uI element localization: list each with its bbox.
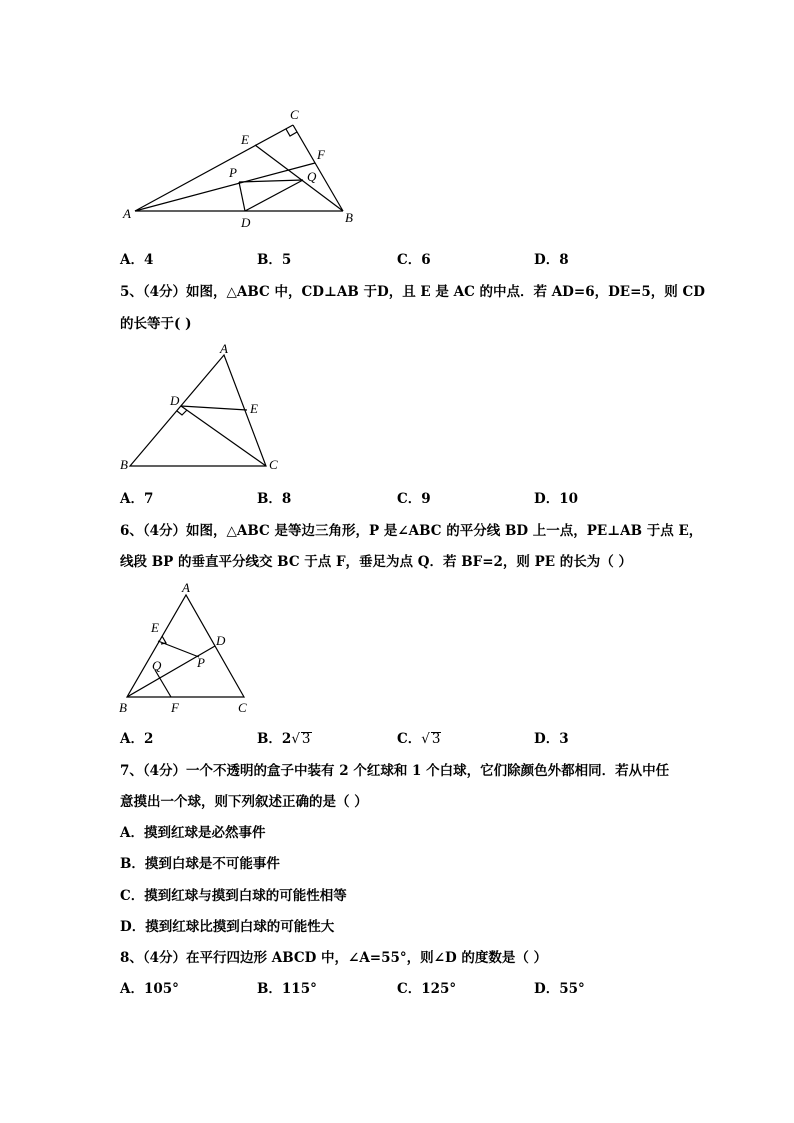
label-D: D: [241, 215, 251, 230]
label-D: D: [216, 633, 226, 648]
q8-stem-line1: 8、（4分）在平行四边形 ABCD 中，∠A=55°，则∠D 的度数是（ ）: [120, 950, 548, 966]
q7-stem-line1: 7、（4分）一个不透明的盒子中装有 2 个红球和 1 个白球，它们除颜色外都相同．若从中任: [120, 763, 670, 779]
q4-option-b[interactable]: B．5: [257, 252, 292, 268]
q8-option-a[interactable]: A．105°: [120, 981, 179, 997]
label-A: A: [220, 341, 228, 356]
label-B: B: [120, 457, 128, 472]
label-E: E: [151, 620, 159, 635]
radical-icon: √: [291, 731, 300, 747]
figure-q6: [115, 578, 265, 718]
label-Q: Q: [307, 169, 317, 184]
label-B: B: [119, 700, 127, 715]
q4-option-a[interactable]: A．4: [120, 252, 154, 268]
q6-option-b-radicand: 3: [301, 731, 311, 747]
q6-option-d[interactable]: D．3: [534, 731, 569, 747]
q5-option-b[interactable]: B．8: [257, 491, 292, 507]
label-P: P: [229, 165, 237, 180]
q5-option-a[interactable]: A．7: [120, 491, 154, 507]
q5-stem-line1: 5、（4分）如图，△ABC 中，CD⊥AB 于D，且 E 是 AC 的中点．若 AD=6，DE=5，则 CD: [120, 284, 705, 300]
figure-q5: [115, 340, 295, 475]
q7-choice-b[interactable]: B．摸到白球是不可能事件: [120, 856, 280, 872]
label-F: F: [317, 147, 325, 162]
label-D: D: [170, 393, 180, 408]
label-F: F: [171, 700, 179, 715]
label-C: C: [238, 700, 247, 715]
label-E: E: [250, 401, 258, 416]
q5-option-c[interactable]: C．9: [397, 491, 431, 507]
label-B: B: [345, 210, 353, 225]
label-C: C: [269, 457, 278, 472]
label-C: C: [290, 107, 299, 122]
q5-option-d[interactable]: D．10: [534, 491, 578, 507]
q7-choice-c[interactable]: C．摸到红球与摸到白球的可能性相等: [120, 888, 347, 904]
q8-option-d[interactable]: D．55°: [534, 981, 585, 997]
q7-choice-d[interactable]: D．摸到红球比摸到白球的可能性大: [120, 919, 335, 935]
label-Q: Q: [152, 658, 162, 673]
q7-choice-a[interactable]: A．摸到红球是必然事件: [120, 825, 266, 841]
label-E: E: [241, 132, 249, 147]
q5-stem-line2: 的长等于( ): [120, 316, 192, 332]
q6-option-c-radicand: 3: [431, 731, 441, 747]
q6-option-c[interactable]: [397, 727, 441, 747]
q7-stem-line2: 意摸出一个球，则下列叙述正确的是（ ）: [120, 794, 368, 810]
q6-option-b-prefix: B．2: [257, 731, 292, 747]
q8-option-b[interactable]: B．115°: [257, 981, 317, 997]
q6-option-c-prefix: C．: [397, 731, 422, 747]
q4-option-c[interactable]: C．6: [397, 252, 431, 268]
label-A: A: [182, 580, 190, 595]
label-P: P: [197, 655, 205, 670]
q8-option-c[interactable]: C．125°: [397, 981, 457, 997]
q6-option-b[interactable]: [257, 727, 312, 747]
q6-option-a[interactable]: A．2: [120, 731, 154, 747]
radical-icon: √: [421, 731, 430, 747]
q4-option-d[interactable]: D．8: [534, 252, 569, 268]
q6-stem-line2: 线段 BP 的垂直平分线交 BC 于点 F，垂足为点 Q．若 BF=2，则 PE 的长为（ ）: [120, 554, 632, 570]
q6-stem-line1: 6、（4分）如图，△ABC 是等边三角形，P 是∠ABC 的平分线 BD 上一点，PE⊥AB 于点 E，: [120, 523, 703, 539]
label-A: A: [123, 206, 131, 221]
figure-q4: [115, 105, 365, 235]
